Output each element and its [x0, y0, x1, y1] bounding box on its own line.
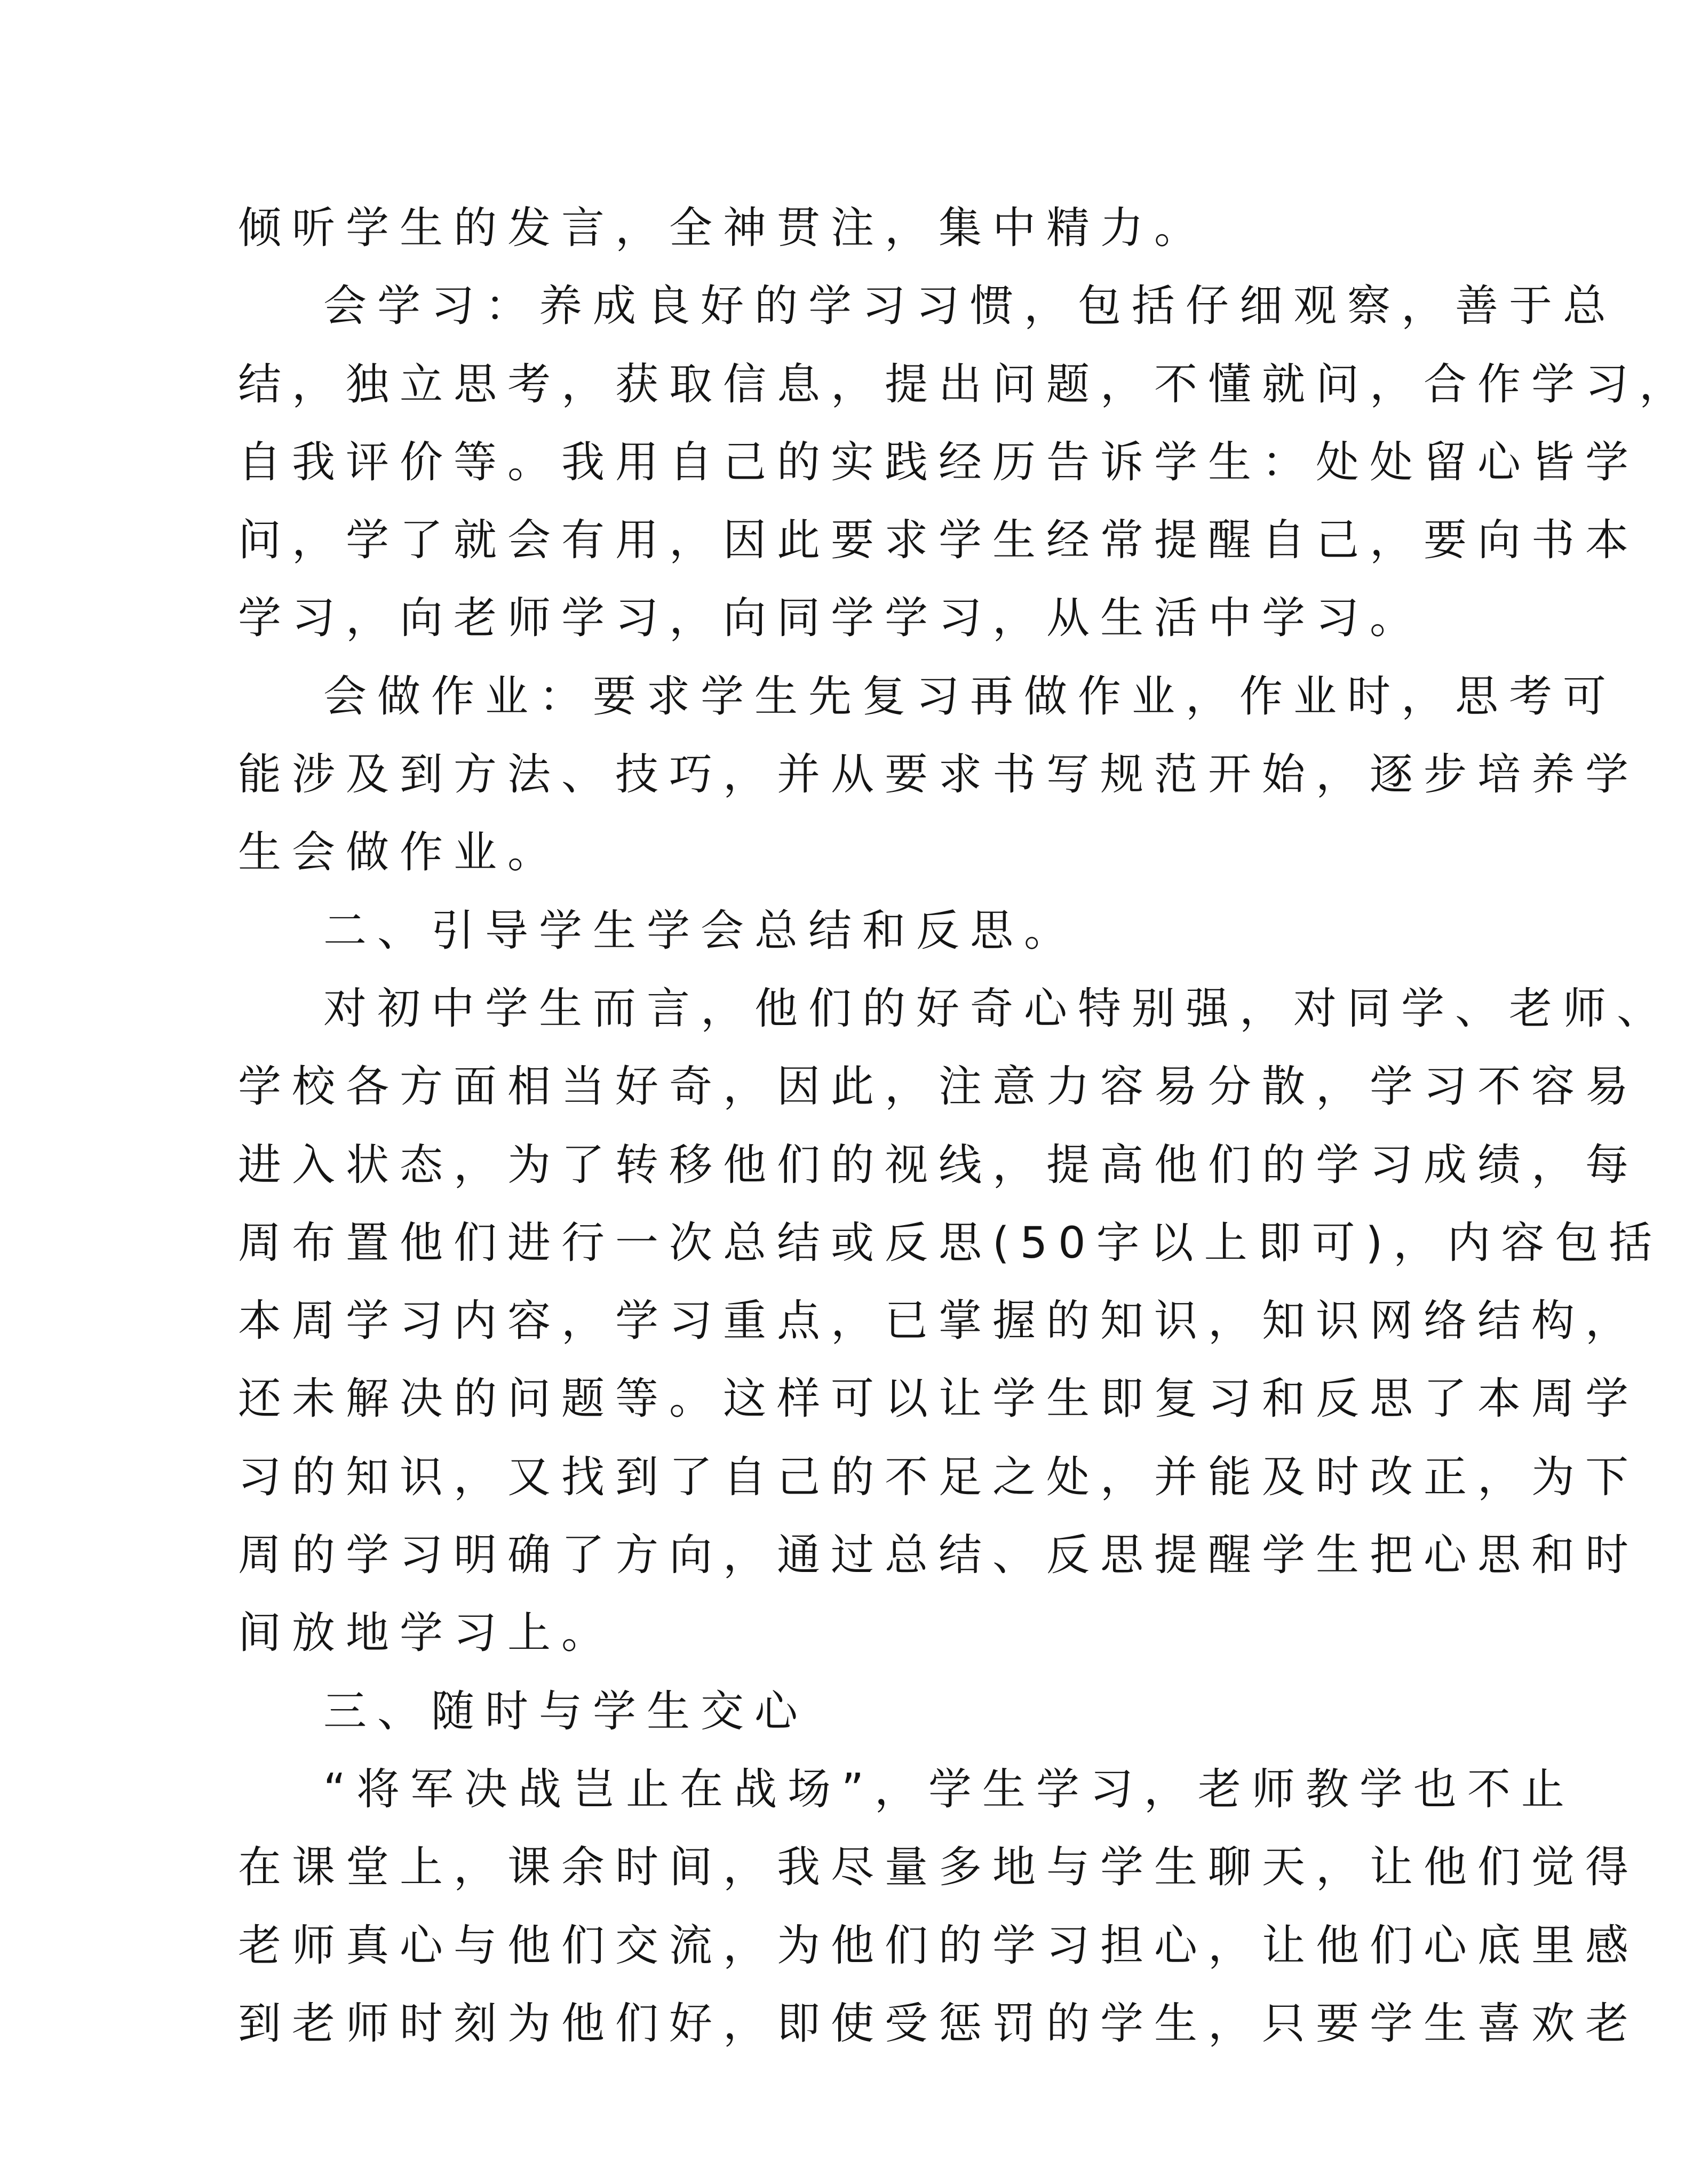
- text-line: 间放地学习上。: [238, 1608, 616, 1659]
- text-line: 会学习：养成良好的学习习惯，包括仔细观察，善于总: [323, 281, 1617, 332]
- text-line: “将军决战岂止在战场”，学生学习，老师教学也不止: [323, 1764, 1575, 1815]
- text-line: 会做作业：要求学生先复习再做作业，作业时，思考可: [323, 671, 1617, 722]
- text-line: 对初中学生而言，他们的好奇心特别强，对同学、老师、: [323, 983, 1671, 1034]
- text-line: 问，学了就会有用，因此要求学生经常提醒自己，要向书本: [238, 515, 1640, 566]
- text-line: 习的知识，又找到了自己的不足之处，并能及时改正，为下: [238, 1452, 1640, 1503]
- text-line: 老师真心与他们交流，为他们的学习担心，让他们心底里感: [238, 1920, 1640, 1971]
- text-line: 周的学习明确了方向，通过总结、反思提醒学生把心思和时: [238, 1530, 1640, 1581]
- text-line: 结，独立思考，获取信息，提出问题，不懂就问，合作学习，: [238, 359, 1693, 410]
- section-heading: 二、引导学生学会总结和反思。: [323, 906, 1078, 956]
- text-line: 到老师时刻为他们好，即使受惩罚的学生，只要学生喜欢老: [238, 1998, 1640, 2049]
- text-line: 学习，向老师学习，向同学学习，从生活中学习。: [238, 593, 1424, 644]
- text-line: 能涉及到方法、技巧，并从要求书写规范开始，逐步培养学: [238, 750, 1640, 800]
- text-line: 倾听学生的发言，全神贯注，集中精力。: [238, 203, 1209, 253]
- text-line: 本周学习内容，学习重点，已掌握的知识，知识网络结构，: [238, 1296, 1640, 1347]
- text-line: 在课堂上，课余时间，我尽量多地与学生聊天，让他们觉得: [238, 1842, 1640, 1893]
- text-line: 学校各方面相当好奇，因此，注意力容易分散，学习不容易: [238, 1062, 1640, 1113]
- document-body: [238, 189, 1693, 2063]
- text-line: 自我评价等。我用自己的实践经历告诉学生：处处留心皆学: [238, 437, 1640, 488]
- text-line: 生会做作业。: [238, 828, 562, 878]
- text-line: 还未解决的问题等。这样可以让学生即复习和反思了本周学: [238, 1374, 1640, 1425]
- text-line: 进入状态，为了转移他们的视线，提高他们的学习成绩，每: [238, 1140, 1640, 1190]
- section-heading: 三、随时与学生交心: [323, 1686, 809, 1737]
- text-line: 周布置他们进行一次总结或反思(50字以上即可)，内容包括: [238, 1218, 1663, 1268]
